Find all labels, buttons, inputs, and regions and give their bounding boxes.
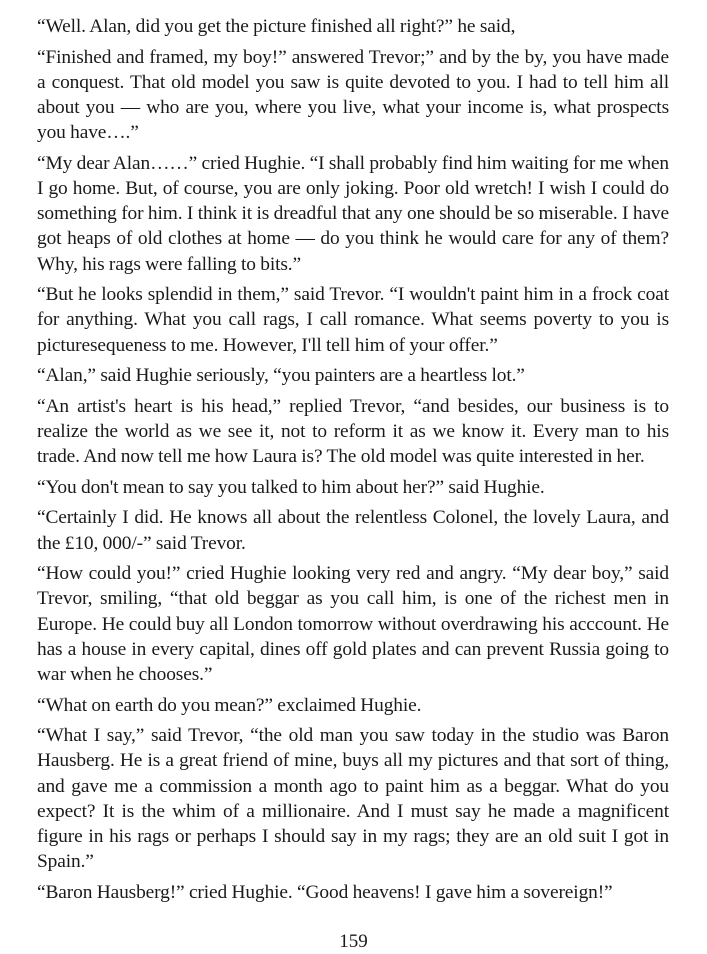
page-number: 159 [339, 931, 368, 952]
paragraph-1: “Well. Alan, did you get the picture finished all right?” he said, [37, 16, 516, 37]
paragraph-11: “What I say,” said Trevor, “the old man you saw today in the studio was Baron Hausberg. He is a great friend of mine, buys all my pictures and that sort of thing, and gave me a commission a month ago to paint him as a beggar. What do you expect? It is the whim of a millionaire. And I must say he made a magnificent figure in his rags or perhaps I should say in my rags; they are an old suit I got in Spain.” [37, 725, 669, 873]
paragraph-6: “An artist's heart is his head,” replied Trevor, “and besides, our business is to realize the world as we see it, not to reform it as we know it. Every man to his trade. And now tell me how Laura is? The old model was quite interested in her. [37, 395, 669, 468]
paragraph-5: “Alan,” said Hughie seriously, “you painters are a heartless lot.” [37, 365, 525, 387]
paragraph-7: “You don't mean to say you talked to him about her?” said Hughie. [37, 476, 545, 498]
paragraph-9: “How could you!” cried Hughie looking very red and angry. “My dear boy,” said Trevor, smiling, “that old beggar as you call him, is one of the richest men in Europe. He could buy all London tomorrow without overdrawing his acccount. He has a house in every capital, dines off gold plates and can prevent Russia going to war when he chooses.” [37, 563, 669, 685]
paragraph-2: “Finished and framed, my boy!” answered Trevor;” and by the by, you have made a conquest. That old model you saw is quite devoted to you. I had to tell him all about you — who are you, where you live, what your income is, what prospects you have….” [37, 46, 669, 144]
page-body [37, 14, 669, 910]
paragraph-4: “But he looks splendid in them,” said Trevor. “I wouldn't paint him in a frock coat for anything. What you call rags, I call romance. What seems poverty to you is picturesequeness to me. However, I'll tell him of your offer.” [37, 284, 669, 356]
paragraph-3: “My dear Alan……” cried Hughie. “I shall probably find him waiting for me when I go home. But, of course, you are only joking. Poor old wretch! I wish I could do something for him. I think it is dreadful that any one should be so miserable. I have got heaps of old clothes at home — do you think he would care for any of them? Why, his rags were falling to bits.” [37, 152, 669, 275]
paragraph-12: “Baron Hausberg!” cried Hughie. “Good heavens! I gave him a sovereign!” [37, 881, 613, 903]
paragraph-8: “Certainly I did. He knows all about the relentless Colonel, the lovely Laura, and the £10, 000/-” said Trevor. [37, 507, 669, 554]
paragraph-10: “What on earth do you mean?” exclaimed Hughie. [37, 694, 422, 716]
